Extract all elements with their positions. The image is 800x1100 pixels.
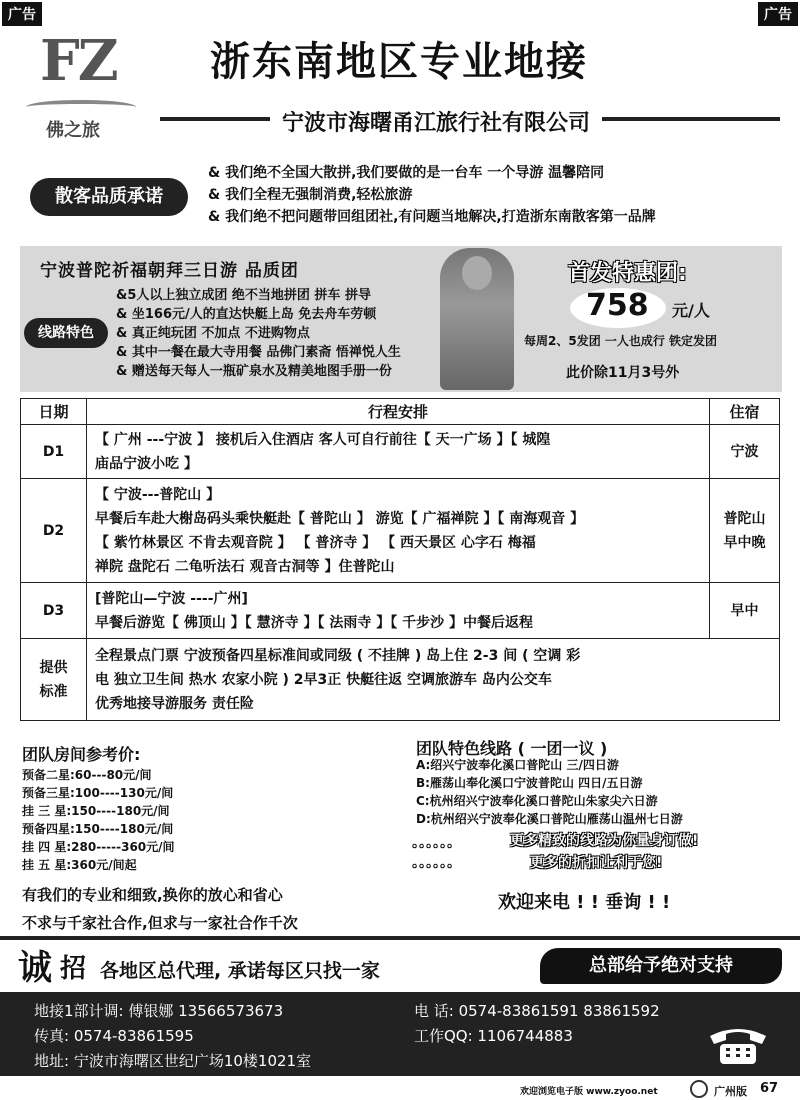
table-row <box>21 425 780 479</box>
room-price: 预备四星:150----180元/间 <box>22 822 174 836</box>
plan-line: 全程景点门票 宁波预备四星标准间或同级 ( 不挂牌 ) 岛上住 2-3 间 ( 空调 彩 <box>95 647 581 664</box>
plan-line: 禅院 盘陀石 二龟听法石 观音古洞等 】住普陀山 <box>95 558 395 575</box>
plan-line: [普陀山—宁波 ----广州] <box>95 590 248 607</box>
plan-line: 电 独立卫生间 热水 农家小院 ) 2早3正 快艇往返 空调旅游车 岛内公交车 <box>95 671 552 688</box>
room-price: 挂 五 星:360元/间起 <box>22 858 137 872</box>
plan-line: 早餐后车赴大榭岛码头乘快艇赴【 普陀山 】 游览【 广福禅院 】【 南海观音 】 <box>95 510 585 527</box>
table-row <box>21 479 780 583</box>
page-title: 浙东南地区专业地接 <box>210 39 588 85</box>
table-row <box>21 583 780 639</box>
header-stay: 住宿 <box>710 399 780 425</box>
feature-item: & 坐166元/人的直达快艇上岛 免去舟车劳顿 <box>116 307 377 322</box>
special-line: C:杭州绍兴宁波奉化溪口普陀山朱家尖六日游 <box>416 794 658 808</box>
price-exception: 此价除11月3号外 <box>566 365 680 381</box>
logo-mark: FZ <box>40 28 117 94</box>
feature-item: & 真正纯玩团 不加点 不进购物点 <box>116 326 310 341</box>
room-price: 预备三星:100----130元/间 <box>22 786 174 800</box>
ad-tag-left: 广告 <box>2 2 42 26</box>
plan-line: 庙品宁波小吃 】 <box>95 455 198 472</box>
rooms-title: 团队房间参考价: <box>22 745 141 764</box>
ad-tag-right: 广告 <box>758 2 798 26</box>
promise-item: & 我们全程无强制消费,轻松旅游 <box>208 187 413 203</box>
promo-title: 首发特惠团: <box>568 261 687 286</box>
stay-line: 宁波 <box>730 443 759 460</box>
dots-decoration: 。。。。。。 <box>412 855 461 871</box>
feature-item: & 赠送每天每人一瓶矿泉水及精美地图手册一份 <box>116 364 392 379</box>
recruit-char: 招 <box>60 954 87 984</box>
more-lines-text: 更多精致的线路为你量身订做! <box>510 833 699 849</box>
contact-qq: 工作QQ: 1106744883 <box>414 1027 573 1045</box>
row-plan <box>87 583 710 639</box>
page-number: 67 <box>760 1081 779 1096</box>
plan-line: 【 宁波---普陀山 】 <box>95 486 221 503</box>
discount-text: 更多的折扣让利于您! <box>530 855 663 871</box>
special-lines-title: 团队特色线路 ( 一团一议 ) <box>416 739 608 758</box>
row-plan <box>87 479 710 583</box>
feature-list <box>116 286 401 381</box>
rooms-list <box>22 766 175 874</box>
special-line: A:绍兴宁波奉化溪口普陀山 三/四日游 <box>416 758 619 772</box>
plan-line: 【 广州 ---宁波 】 接机后入住酒店 客人可自行前往【 天一广场 】【 城隍 <box>95 431 551 448</box>
price-unit: 元/人 <box>672 301 710 320</box>
row-plan <box>87 639 780 721</box>
row-stay <box>710 583 780 639</box>
stay-line: 早中 <box>730 602 759 619</box>
row-plan <box>87 425 710 479</box>
contact-fax: 传真: 0574-83861595 <box>34 1027 194 1045</box>
feature-badge: 线路特色 <box>24 318 108 348</box>
company-logo <box>22 28 142 141</box>
support-banner: 总部给予绝对支持 <box>540 948 782 984</box>
recruit-char: 诚 <box>18 948 52 988</box>
row-day: 提供 标准 <box>21 639 87 721</box>
promise-badge: 散客品质承诺 <box>30 178 188 216</box>
plan-line: 早餐后游览【 佛顶山 】【 慧济寺 】【 法雨寺 】【 千步沙 】中餐后返程 <box>95 614 533 631</box>
header-date: 日期 <box>21 399 87 425</box>
stay-line: 普陀山 <box>723 510 766 527</box>
row-day: D3 <box>21 583 87 639</box>
contact-address: 地址: 宁波市海曙区世纪广场10楼1021室 <box>34 1052 312 1070</box>
statue-head-image <box>462 256 492 290</box>
itinerary-table <box>20 398 780 721</box>
price-value: 758 <box>586 288 649 323</box>
recruit-text: 各地区总代理, 承诺每区只找一家 <box>100 960 380 982</box>
table-row <box>21 639 780 721</box>
dots-decoration: 。。。。。。 <box>412 835 461 851</box>
special-line: D:杭州绍兴宁波奉化溪口普陀山雁荡山温州七日游 <box>416 812 683 826</box>
departure-schedule: 每周2、5发团 一人也成行 铁定发团 <box>524 334 718 348</box>
welcome-text: 欢迎来电 ! ! 垂询 ! ! <box>498 892 671 913</box>
row-day: D2 <box>21 479 87 583</box>
footer-edition: 广州版 <box>714 1085 747 1098</box>
slogan: 不求与千家社合作,但求与一家社合作千次 <box>22 914 298 932</box>
footer-website: 欢迎浏览电子版 www.zyoo.net <box>520 1087 658 1097</box>
feature-item: & 其中一餐在最大寺用餐 品佛门素斋 悟禅悦人生 <box>116 345 401 360</box>
contact-manager: 地接1部计调: 傅银娜 13566573673 <box>34 1002 284 1020</box>
logo-name: 佛之旅 <box>46 120 100 141</box>
plan-line: 【 紫竹林景区 不肯去观音院 】 【 普济寺 】 【 西天景区 心字石 梅福 <box>95 534 536 551</box>
slogan: 有我们的专业和细致,换你的放心和省心 <box>22 886 283 904</box>
company-name: 宁波市海曙甬江旅行社有限公司 <box>270 106 602 137</box>
room-price: 挂 四 星:280-----360元/间 <box>22 840 175 854</box>
special-line: B:雁荡山奉化溪口宁波普陀山 四日/五日游 <box>416 776 643 790</box>
logo-swoosh-icon <box>26 100 136 114</box>
recruit-divider <box>0 936 800 940</box>
row-day: D1 <box>21 425 87 479</box>
special-lines-list <box>416 756 683 828</box>
promise-list <box>208 162 656 228</box>
feature-item: &5人以上独立成团 绝不当地拼团 拼车 拼导 <box>116 288 371 303</box>
room-price: 预备二星:60---80元/间 <box>22 768 152 782</box>
promise-item: & 我们绝不把问题带回组团社,有问题当地解决,打造浙东南散客第一品牌 <box>208 209 656 225</box>
table-header-row <box>21 399 780 425</box>
room-price: 挂 三 星:150----180元/间 <box>22 804 170 818</box>
route-title: 宁波普陀祈福朝拜三日游 品质团 <box>40 261 299 281</box>
row-stay <box>710 425 780 479</box>
telephone-icon <box>706 1022 770 1066</box>
row-stay <box>710 479 780 583</box>
contact-panel <box>0 992 800 1076</box>
plan-line: 优秀地接导游服务 责任险 <box>95 695 254 712</box>
contact-phone: 电 话: 0574-83861591 83861592 <box>414 1002 660 1020</box>
stay-line: 早中晚 <box>723 534 766 551</box>
promise-item: & 我们绝不全国大散拼,我们要做的是一台车 一个导游 温馨陪同 <box>208 165 605 181</box>
magazine-logo-icon <box>690 1080 708 1098</box>
header-plan: 行程安排 <box>87 399 710 425</box>
